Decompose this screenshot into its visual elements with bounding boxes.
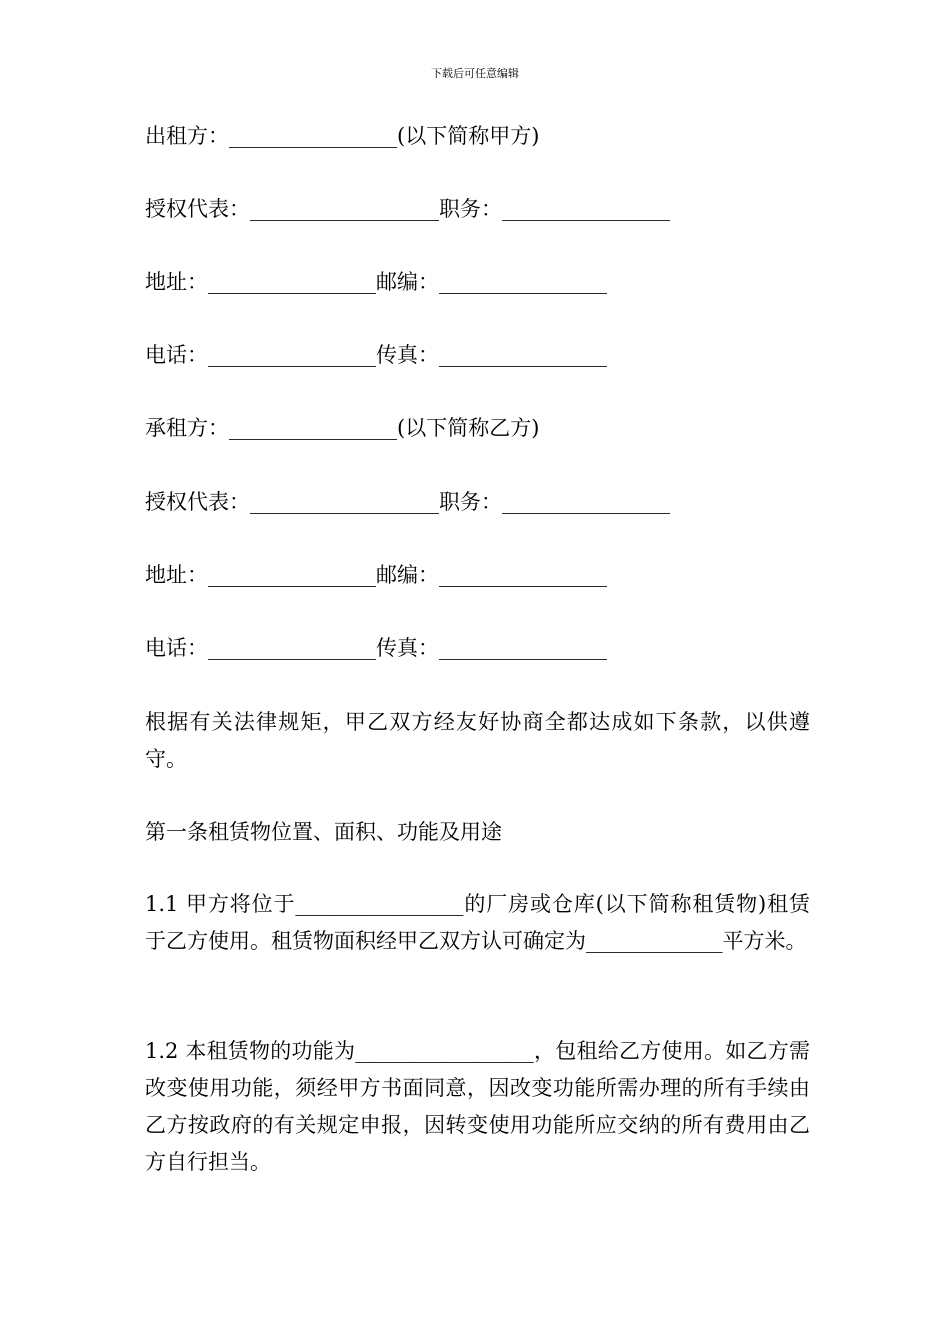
page-header: 下载后可任意编辑	[431, 67, 519, 80]
party-a-representative-line: 授权代表：__________________职务：________________	[145, 197, 670, 221]
party-b-phone-line: 电话：________________传真：________________	[145, 636, 607, 660]
party-a-address-line: 地址：________________邮编：________________	[145, 270, 607, 294]
party-b-address-line: 地址：________________邮编：________________	[145, 563, 607, 587]
party-b-representative-line: 授权代表：__________________职务：________________	[145, 490, 670, 514]
article-1-title: 第一条租赁物位置、面积、功能及用途	[145, 820, 502, 844]
lessee-line: 承租方：________________(以下简称乙方)	[145, 416, 540, 440]
lessor-line: 出租方：________________(以下简称甲方)	[145, 124, 540, 148]
party-a-phone-line: 电话：________________传真：________________	[145, 343, 607, 367]
clause-1-1: 1.1 甲方将位于________________的厂房或仓库(以下简称租赁物)租赁于乙方使用。租赁物面积经甲乙双方认可确定为_____________平方米。	[145, 892, 810, 953]
clause-1-2: 1.2 本租赁物的功能为_________________，包租给乙方使用。如乙方需改变使用功能，须经甲方书面同意，因改变功能所需办理的所有手续由乙方按政府的有关规定申报，因转变使用功能所应交纳的所有费用由乙方自行担当。	[145, 1039, 810, 1174]
intro-paragraph: 根据有关法律规矩，甲乙双方经友好协商全都达成如下条款，以供遵守。	[145, 710, 810, 771]
